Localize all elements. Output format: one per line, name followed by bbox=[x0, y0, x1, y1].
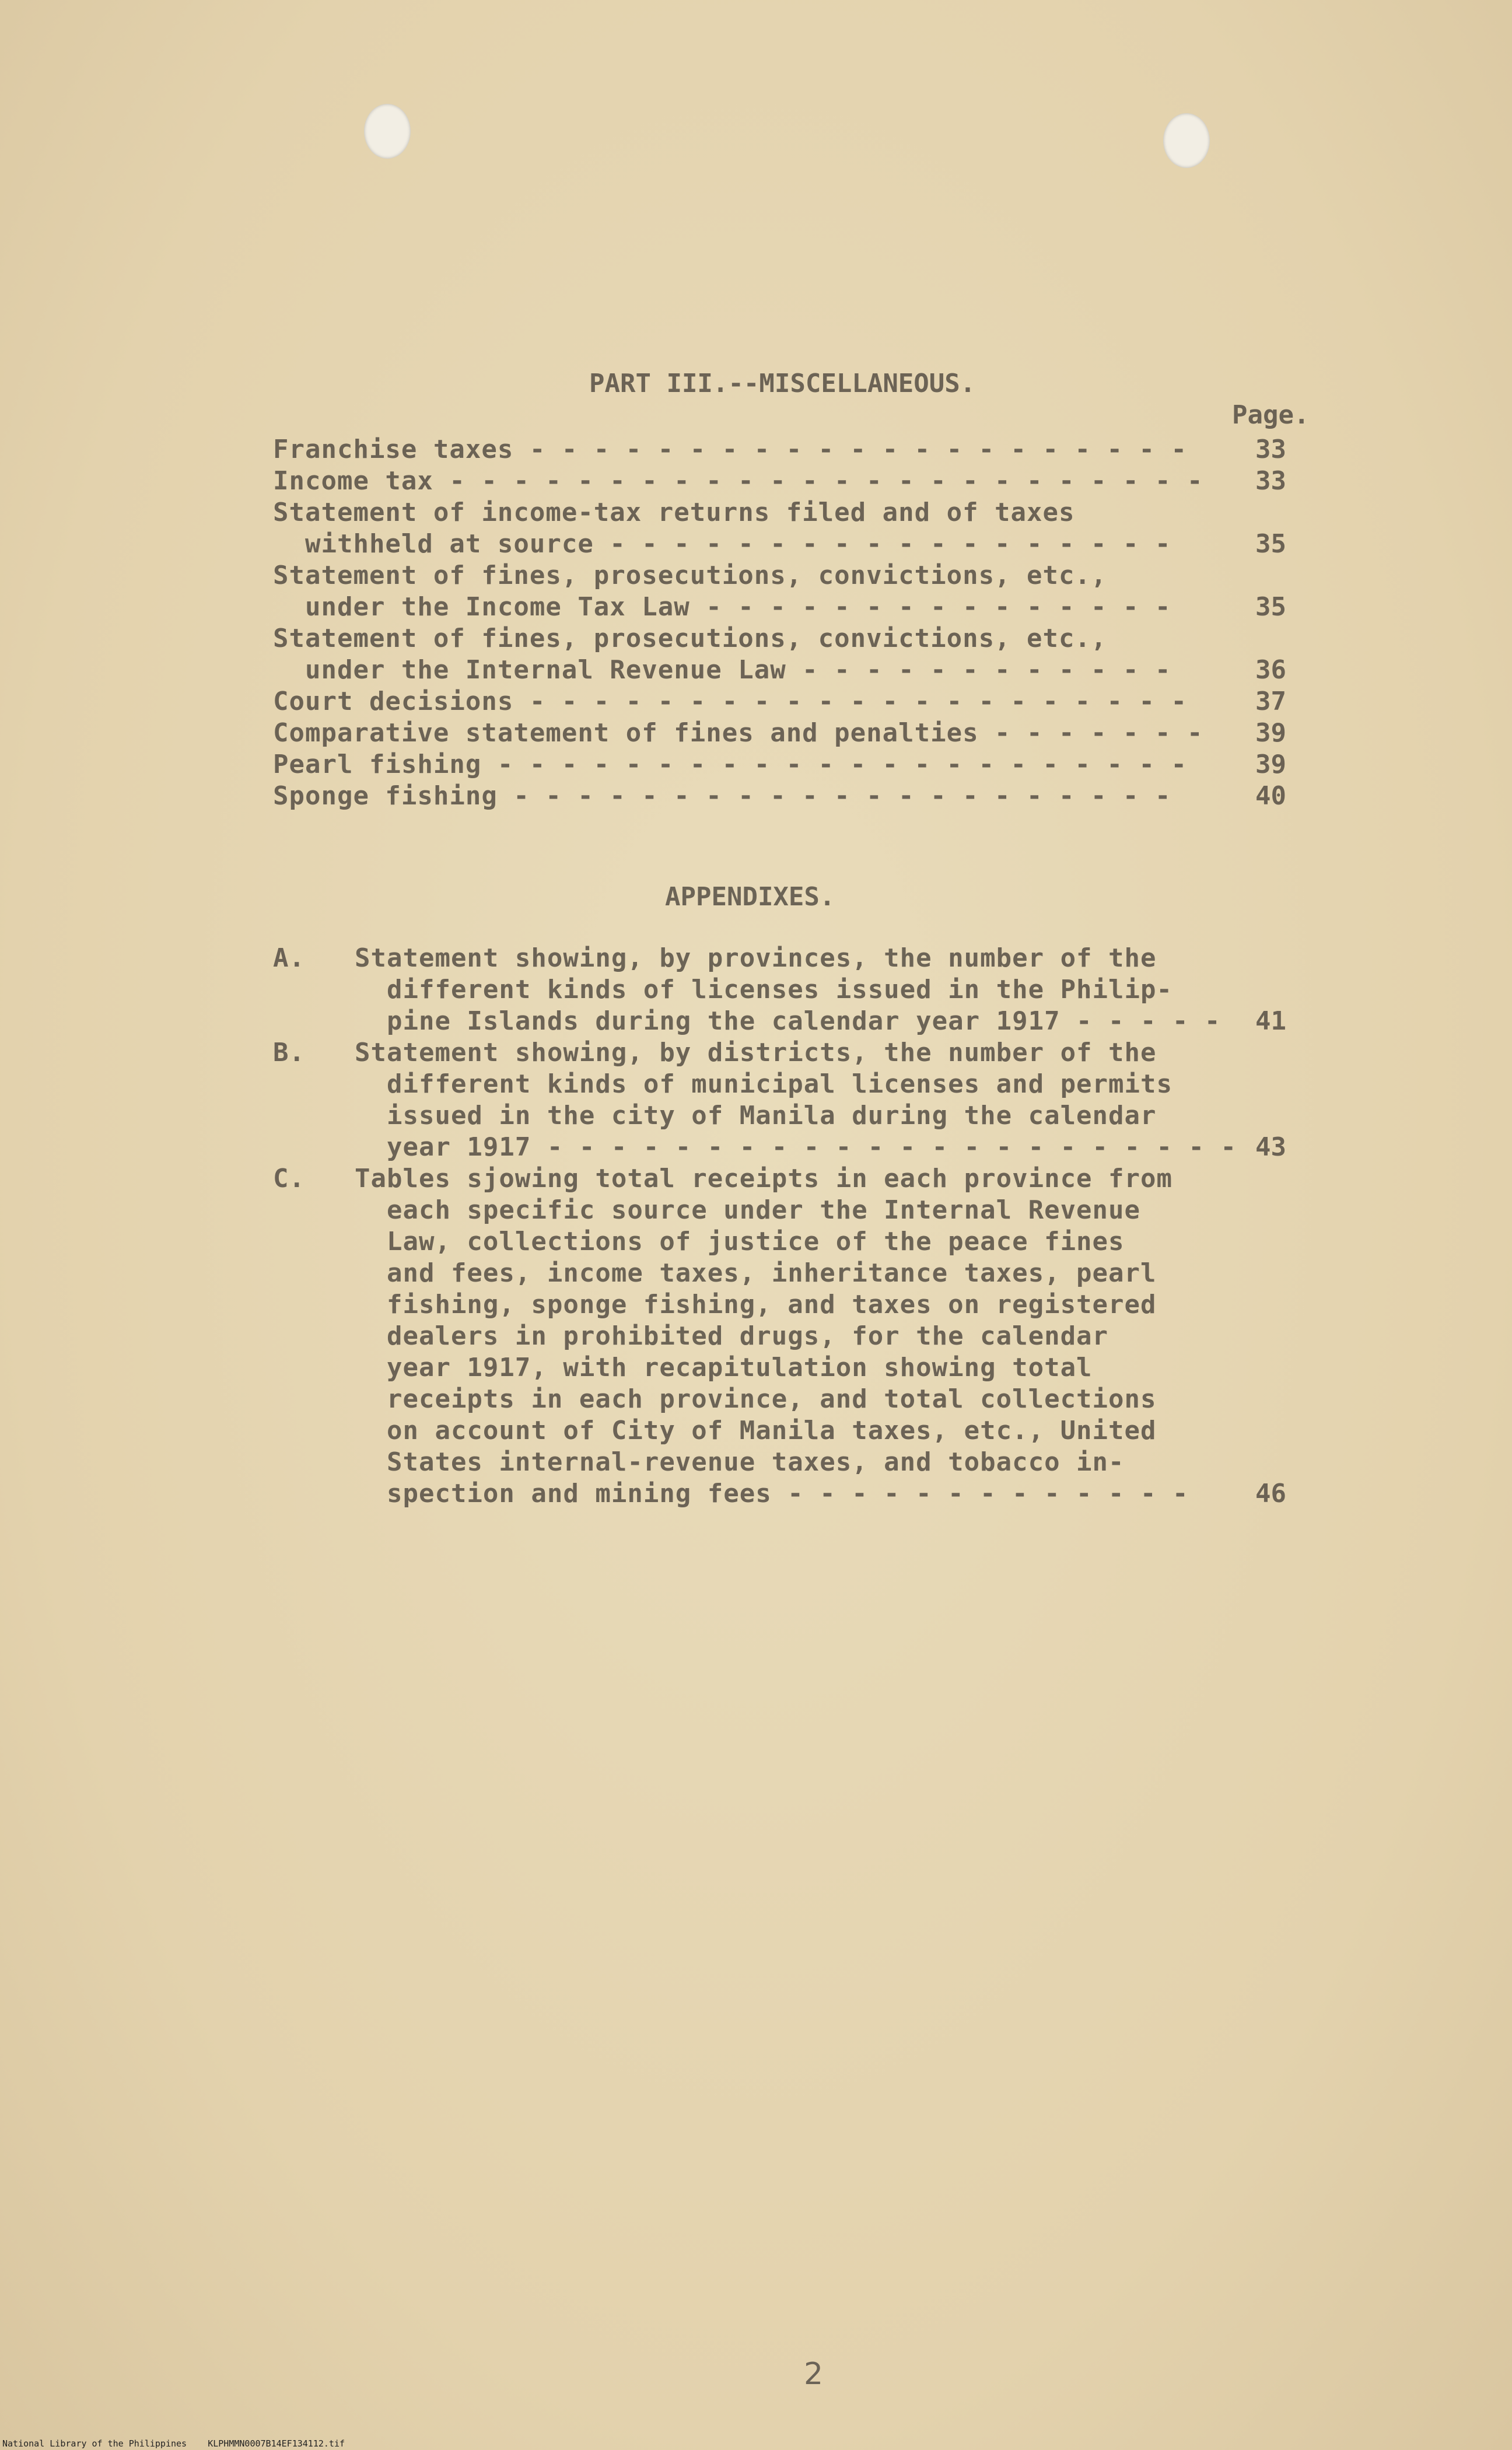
toc-page-number: 33 bbox=[1255, 435, 1286, 464]
appendix-line: Statement showing, by provinces, the number of the bbox=[355, 943, 1157, 973]
toc-entry-line: Court decisions - - - - - - - - - - - - - - - - - - - - - bbox=[273, 687, 1187, 716]
archive-footer: National Library of the Philippines KLPHMMN0007B14EF134112.tif bbox=[2, 2438, 345, 2449]
appendix-line: different kinds of municipal licenses and permits bbox=[355, 1069, 1173, 1099]
appendix-line: States internal-revenue taxes, and tobacco in- bbox=[355, 1447, 1125, 1477]
toc-page-number: 40 bbox=[1255, 781, 1286, 811]
toc-entry-line: Franchise taxes - - - - - - - - - - - - - - - - - - - - - bbox=[273, 435, 1187, 464]
toc-entry-line: Statement of income-tax returns filed and of taxes bbox=[273, 498, 1075, 527]
toc-page-number: 33 bbox=[1255, 466, 1286, 496]
appendix-letter: A. bbox=[273, 943, 305, 973]
appendix-line: pine Islands during the calendar year 1917 - - - - - bbox=[355, 1006, 1221, 1036]
toc-entry-line: under the Income Tax Law - - - - - - - - - - - - - - - bbox=[273, 592, 1171, 622]
appendix-line: on account of City of Manila taxes, etc., United bbox=[355, 1416, 1157, 1446]
appendix-page-number: 41 bbox=[1255, 1006, 1286, 1036]
appendix-page-number: 46 bbox=[1255, 1479, 1286, 1508]
appendix-line: issued in the city of Manila during the calendar bbox=[355, 1101, 1157, 1130]
page-number: 2 bbox=[804, 2357, 824, 2392]
toc-entry-line: Comparative statement of fines and penalties - - - - - - - bbox=[273, 718, 1203, 748]
appendix-line: spection and mining fees - - - - - - - - - - - - - bbox=[355, 1479, 1189, 1508]
punch-hole-left bbox=[364, 104, 411, 159]
toc-entry-line: Statement of fines, prosecutions, convictions, etc., bbox=[273, 624, 1107, 653]
appendix-line: and fees, income taxes, inheritance taxes, pearl bbox=[355, 1258, 1157, 1288]
toc-entry-line: Statement of fines, prosecutions, convictions, etc., bbox=[273, 561, 1107, 590]
toc-page-number: 35 bbox=[1255, 592, 1286, 622]
appendix-line: different kinds of licenses issued in the Philip- bbox=[355, 975, 1173, 1005]
toc-page-number: 37 bbox=[1255, 687, 1286, 716]
appendix-page-number: 43 bbox=[1255, 1132, 1286, 1162]
toc-entry-line: Sponge fishing - - - - - - - - - - - - - - - - - - - - - bbox=[273, 781, 1171, 811]
toc-entry-line: Pearl fishing - - - - - - - - - - - - - - - - - - - - - - bbox=[273, 750, 1187, 779]
toc-page-number: 35 bbox=[1255, 529, 1286, 559]
toc-page-number: 39 bbox=[1255, 750, 1286, 779]
appendixes-heading: APPENDIXES. bbox=[665, 882, 835, 912]
appendix-line: year 1917 - - - - - - - - - - - - - - - - - - - - - - bbox=[355, 1132, 1237, 1162]
appendix-line: receipts in each province, and total collections bbox=[355, 1384, 1157, 1414]
appendix-line: Law, collections of justice of the peace fines bbox=[355, 1227, 1125, 1256]
toc-page-number: 36 bbox=[1255, 655, 1286, 685]
toc-page-number: 39 bbox=[1255, 718, 1286, 748]
appendix-letter: B. bbox=[273, 1038, 305, 1068]
toc-entry-line: under the Internal Revenue Law - - - - - - - - - - - - bbox=[273, 655, 1171, 685]
appendix-line: Statement showing, by districts, the number of the bbox=[355, 1038, 1157, 1068]
appendix-line: each specific source under the Internal Revenue bbox=[355, 1195, 1141, 1225]
appendix-line: fishing, sponge fishing, and taxes on registered bbox=[355, 1290, 1157, 1320]
toc-entry-line: Income tax - - - - - - - - - - - - - - - - - - - - - - - - bbox=[273, 466, 1203, 496]
toc-entry-line: withheld at source - - - - - - - - - - - - - - - - - - bbox=[273, 529, 1171, 559]
punch-hole-right bbox=[1163, 113, 1210, 168]
appendix-line: year 1917, with recapitulation showing total bbox=[355, 1353, 1093, 1382]
page-column-header: Page. bbox=[1232, 400, 1310, 430]
part3-heading: PART III.--MISCELLANEOUS. bbox=[589, 369, 976, 398]
appendix-letter: C. bbox=[273, 1164, 305, 1194]
appendix-line: Tables sjowing total receipts in each province from bbox=[355, 1164, 1173, 1194]
appendix-line: dealers in prohibited drugs, for the calendar bbox=[355, 1321, 1109, 1351]
